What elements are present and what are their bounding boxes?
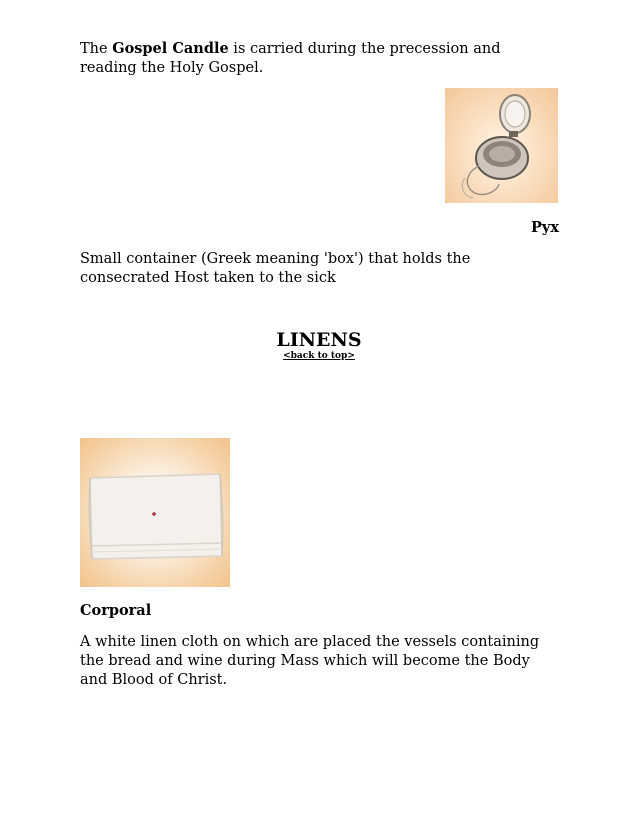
corporal-description: A white linen cloth on which are placed the vessels containing the bread and wine during Mass which will become the Body and Blood of Christ. bbox=[80, 634, 540, 688]
back-to-top-link[interactable]: <back to top> bbox=[283, 351, 355, 361]
gospel-description: is carried during the precession and reading the Holy Gospel. bbox=[80, 41, 501, 76]
gospel-prefix: The bbox=[80, 41, 113, 57]
corporal-image bbox=[80, 438, 230, 587]
linens-heading: LINENS bbox=[276, 329, 362, 351]
gospel-candle-term: Gospel Candle bbox=[112, 40, 229, 57]
pyx-description: Small container (Greek meaning 'box') that holds the consecrated Host taken to the sick bbox=[80, 251, 471, 286]
corporal-caption: Corporal bbox=[80, 602, 152, 619]
pyx-image bbox=[445, 88, 558, 203]
pyx-caption: Pyx bbox=[531, 219, 559, 236]
gospel-candle-paragraph bbox=[80, 39, 560, 78]
pyx-illustration bbox=[445, 88, 558, 203]
corporal-illustration bbox=[80, 438, 230, 587]
